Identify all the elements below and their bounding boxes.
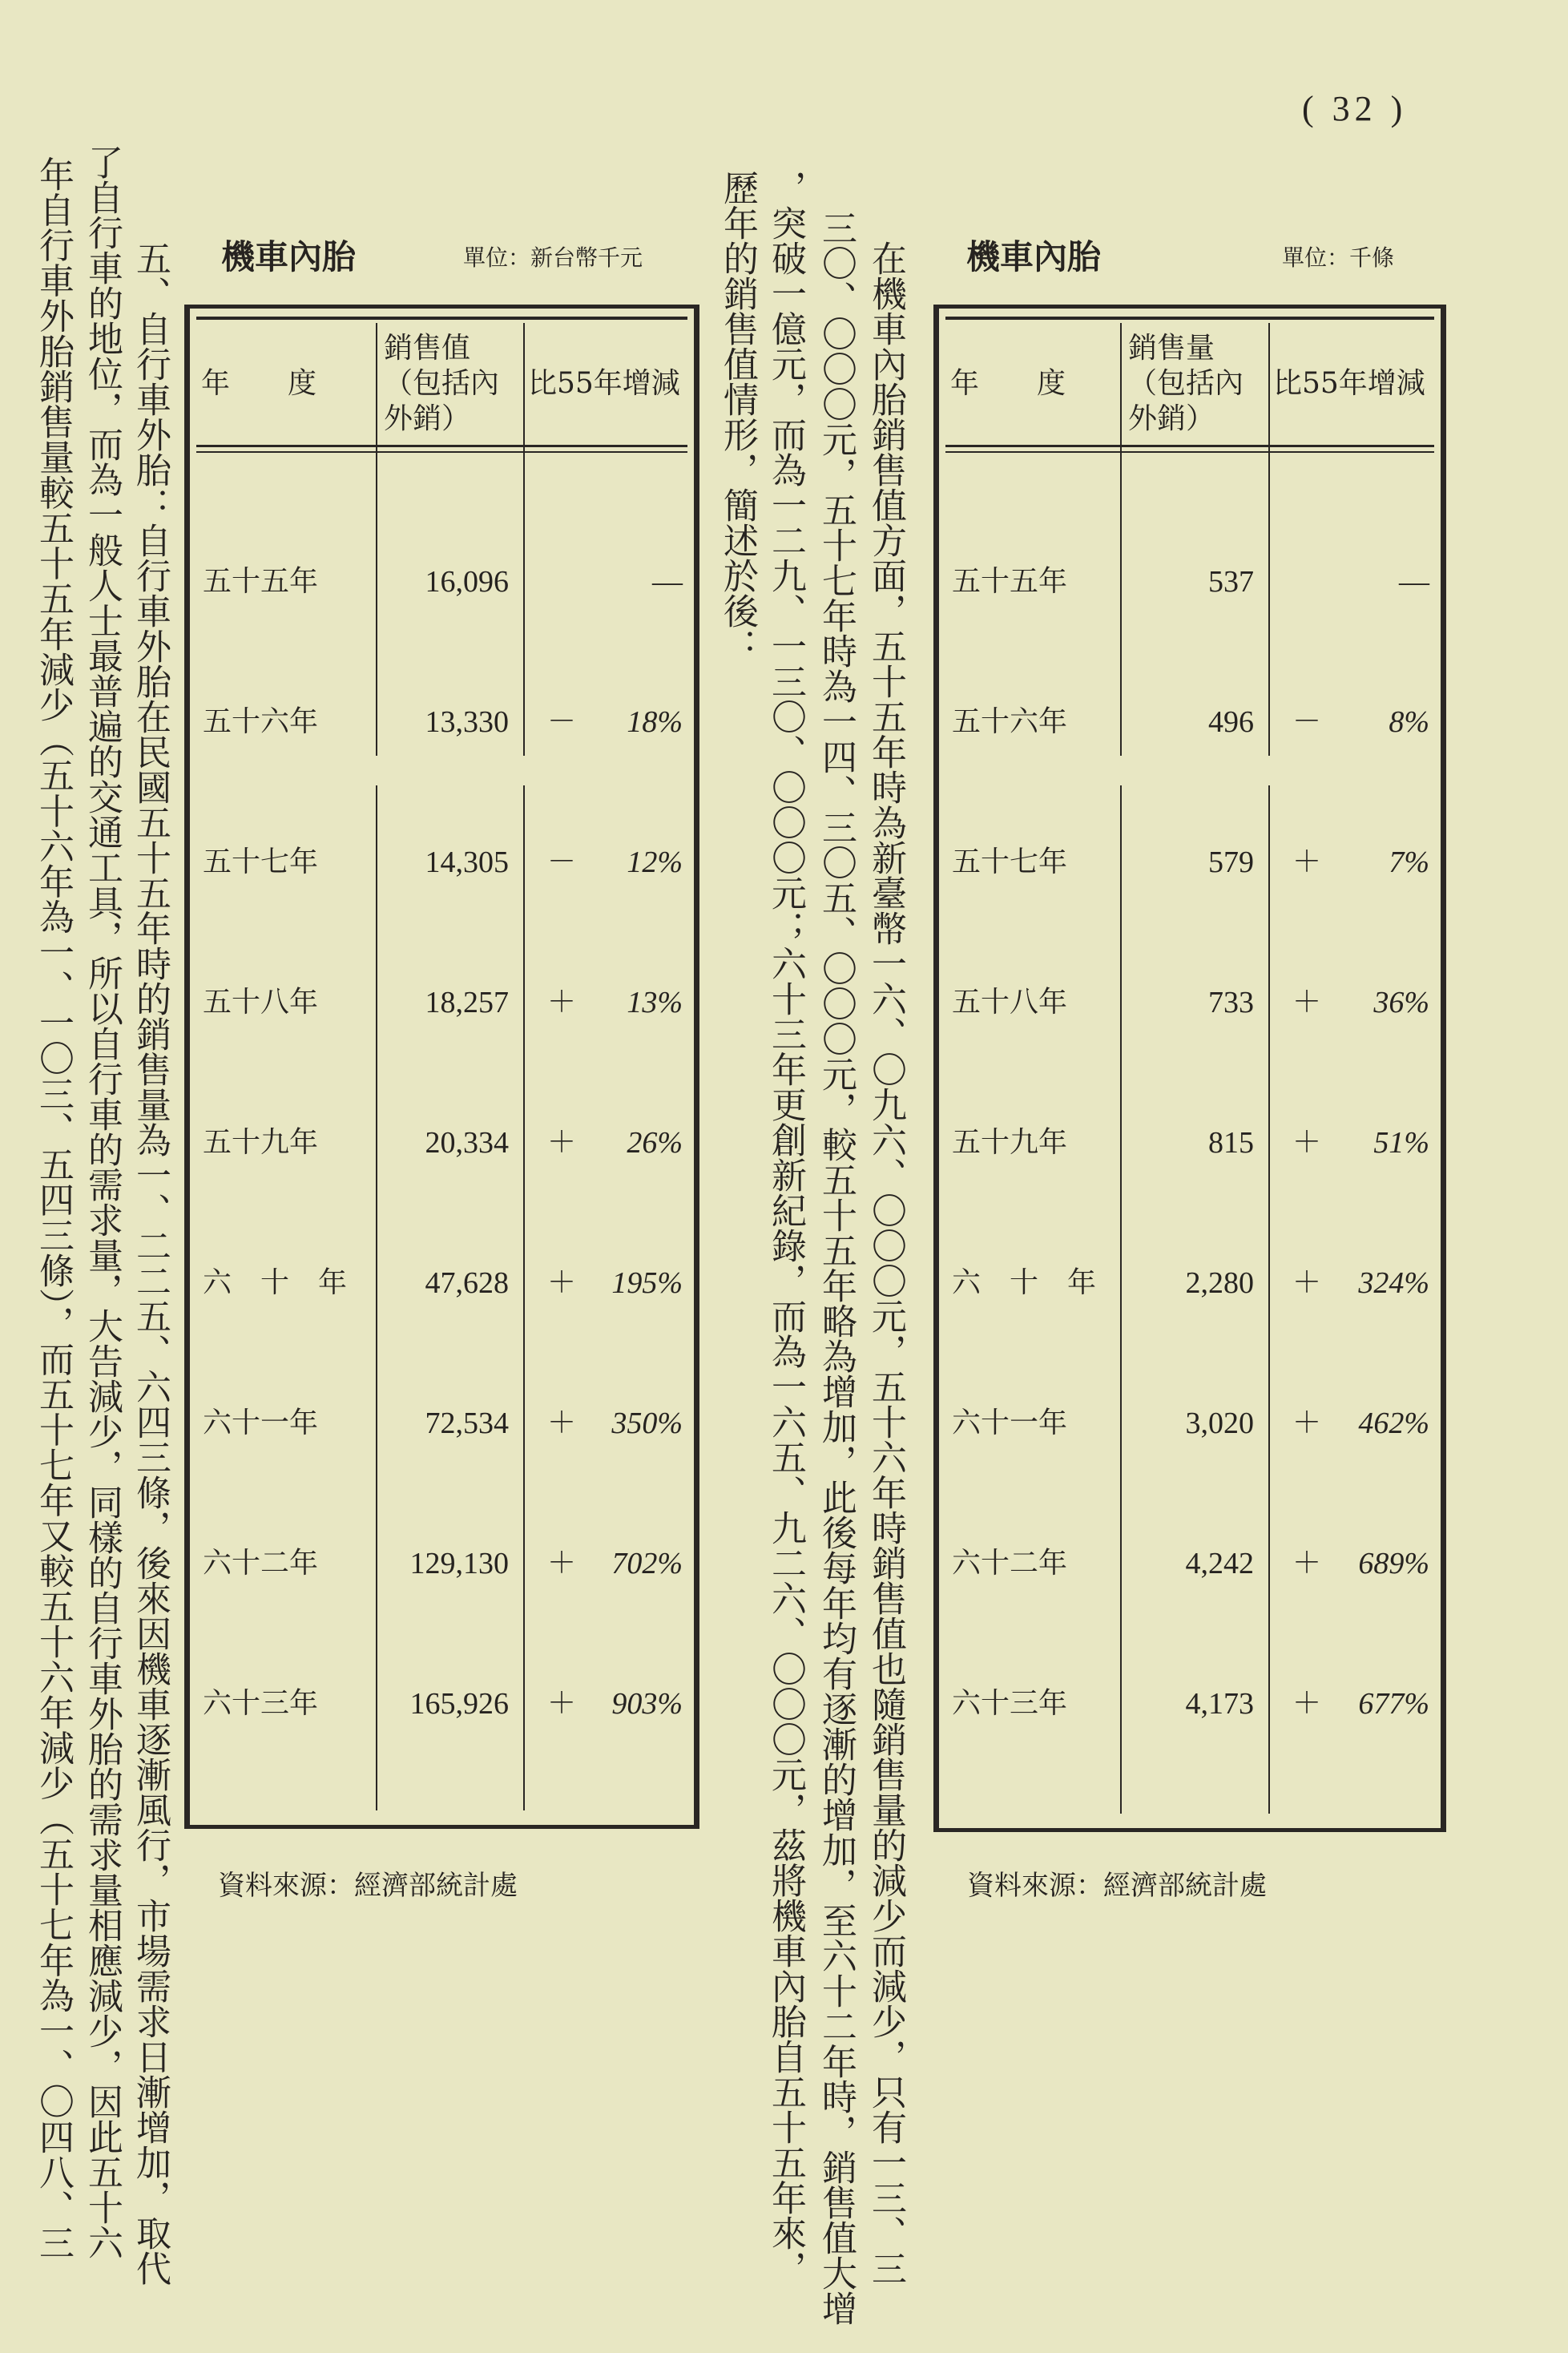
header-change: 比55年增減 (528, 367, 680, 400)
row-value: 496 (1208, 705, 1254, 739)
row-change-percent: 195% (611, 1266, 683, 1300)
row-change-sign: ＋ (1292, 1407, 1322, 1439)
middle-text-column-4: 歷年的銷售值情形，簡述於後： (717, 170, 758, 664)
row-year: 五十八年 (203, 986, 319, 1019)
row-year: 六十二年 (203, 1547, 319, 1580)
row-value: 18,257 (425, 986, 509, 1019)
row-value: 579 (1208, 846, 1254, 879)
row-change-percent: 26% (627, 1126, 683, 1160)
row-change-percent: 13% (627, 986, 683, 1019)
row-year: 六十一年 (203, 1407, 319, 1439)
row-change-sign: － (1292, 705, 1322, 738)
row-year: 五十五年 (203, 565, 319, 598)
quantity-table-title: 機車內胎 (966, 237, 1102, 276)
column-divider (376, 323, 377, 756)
page-number: ( 32 ) (1302, 89, 1408, 128)
row-year: 六十三年 (952, 1687, 1068, 1720)
value-table (184, 305, 699, 1829)
quantity-table-unit: 單位：千條 (1282, 244, 1395, 271)
row-value: 72,534 (425, 1407, 509, 1440)
row-year: 六 十 年 (952, 1266, 1097, 1299)
row-change-percent: 12% (627, 846, 683, 879)
row-change-percent: — (1399, 565, 1429, 599)
row-change-percent: — (652, 565, 683, 599)
quantity-table-source: 資料來源：經濟部統計處 (967, 1870, 1267, 1902)
table-top-rule (196, 317, 687, 320)
row-change-sign: － (547, 705, 577, 738)
row-change-percent: 18% (627, 705, 683, 739)
column-divider (1120, 323, 1122, 756)
row-change-percent: 677% (1358, 1687, 1429, 1721)
left-text-column-3: 年自行車外胎銷售量較五十五年減少（五十六年為一、一〇三、五四三條），而五十七年又較五十六年減少（五十七年為一、〇四八、三 (33, 156, 74, 2260)
header-change: 比55年增減 (1273, 367, 1425, 400)
row-value: 14,305 (425, 846, 509, 879)
row-value: 3,020 (1185, 1407, 1254, 1440)
row-change-sign: ＋ (1292, 1266, 1322, 1299)
row-value: 165,926 (409, 1687, 509, 1721)
column-divider (523, 323, 525, 756)
row-change-sign: ＋ (1292, 846, 1322, 878)
column-divider (1268, 323, 1270, 756)
row-year: 六十三年 (203, 1687, 319, 1720)
row-change-sign: ＋ (547, 1687, 577, 1720)
row-value: 20,334 (425, 1126, 509, 1160)
row-change-percent: 702% (611, 1547, 683, 1580)
header-amount: 銷售值（包括內外銷） (384, 332, 500, 435)
row-change-sign: ＋ (547, 986, 577, 1019)
row-value: 815 (1208, 1126, 1254, 1160)
row-year: 六十二年 (952, 1547, 1068, 1580)
row-change-percent: 7% (1389, 846, 1429, 879)
row-year: 六 十 年 (203, 1266, 348, 1299)
row-value: 13,330 (425, 705, 509, 739)
row-change-sign: ＋ (547, 1266, 577, 1299)
row-year: 五十九年 (203, 1126, 319, 1159)
header-year: 年 度 (201, 367, 317, 400)
row-change-percent: 689% (1358, 1547, 1429, 1580)
row-year: 五十七年 (203, 846, 319, 878)
middle-text-column-3: ，突破一億元，而為一二九、一三〇、〇〇〇元；六十三年更創新紀錄，而為一六五、九二六、〇〇〇元，茲將機車內胎自五十五年來， (765, 170, 806, 2286)
row-year: 五十六年 (952, 705, 1068, 738)
row-year: 五十八年 (952, 986, 1068, 1019)
left-text-column-2: 了自行車的地位，而為一般人士最普遍的交通工具，所以自行車的需求量，大告減少，同樣的自行車外胎的需求量相應減少，因此五十六 (82, 144, 123, 2260)
row-change-percent: 51% (1373, 1126, 1429, 1160)
row-change-sign: － (547, 846, 577, 878)
row-change-percent: 324% (1358, 1266, 1429, 1300)
row-change-sign: ＋ (1292, 1547, 1322, 1580)
row-change-percent: 8% (1389, 705, 1429, 739)
row-value: 733 (1208, 986, 1254, 1019)
header-separator (196, 445, 687, 453)
row-year: 五十七年 (952, 846, 1068, 878)
quantity-table (933, 305, 1446, 1832)
header-year: 年 度 (950, 367, 1066, 400)
row-value: 4,173 (1185, 1687, 1254, 1721)
row-change-percent: 350% (611, 1407, 683, 1440)
middle-text-column-2: 三〇、〇〇〇元，五十七年時為一四、三〇五、〇〇〇元，較五十五年略為增加，此後每年均有逐漸的增加，至六十二年時，銷售值大增 (816, 210, 857, 2326)
header-amount: 銷售量（包括內外銷） (1128, 332, 1244, 435)
row-value: 537 (1208, 565, 1254, 599)
value-table-title: 機車內胎 (221, 237, 357, 276)
row-year: 五十五年 (952, 565, 1068, 598)
row-change-sign: ＋ (1292, 986, 1322, 1019)
row-value: 16,096 (425, 565, 509, 599)
left-text-column-1: 五、自行車外胎：自行車外胎在民國五十五年時的銷售量為一、二二五、六四三條，後來因機車逐漸風行，市場需求日漸增加，取代 (130, 240, 171, 2286)
row-change-sign: ＋ (547, 1547, 577, 1580)
row-change-sign: ＋ (547, 1126, 577, 1159)
row-value: 129,130 (409, 1547, 509, 1580)
row-value: 2,280 (1185, 1266, 1254, 1300)
middle-text-column-1: 在機車內胎銷售值方面，五十五年時為新臺幣一六、〇九六、〇〇〇元，五十六年時銷售值也隨銷售量的減少而減少，只有一三、三 (865, 240, 906, 2286)
column-divider (1268, 785, 1270, 1814)
value-table-unit: 單位：新台幣千元 (463, 244, 643, 271)
row-year: 五十六年 (203, 705, 319, 738)
row-change-sign: ＋ (1292, 1687, 1322, 1720)
header-separator (945, 445, 1434, 453)
row-value: 4,242 (1185, 1547, 1254, 1580)
row-value: 47,628 (425, 1266, 509, 1300)
row-change-sign: ＋ (547, 1407, 577, 1439)
table-top-rule (945, 317, 1434, 320)
row-year: 六十一年 (952, 1407, 1068, 1439)
column-divider (1120, 785, 1122, 1814)
row-change-sign: ＋ (1292, 1126, 1322, 1159)
value-table-source: 資料來源：經濟部統計處 (218, 1870, 518, 1902)
row-change-percent: 462% (1358, 1407, 1429, 1440)
row-change-percent: 36% (1373, 986, 1429, 1019)
row-year: 五十九年 (952, 1126, 1068, 1159)
row-change-percent: 903% (611, 1687, 683, 1721)
